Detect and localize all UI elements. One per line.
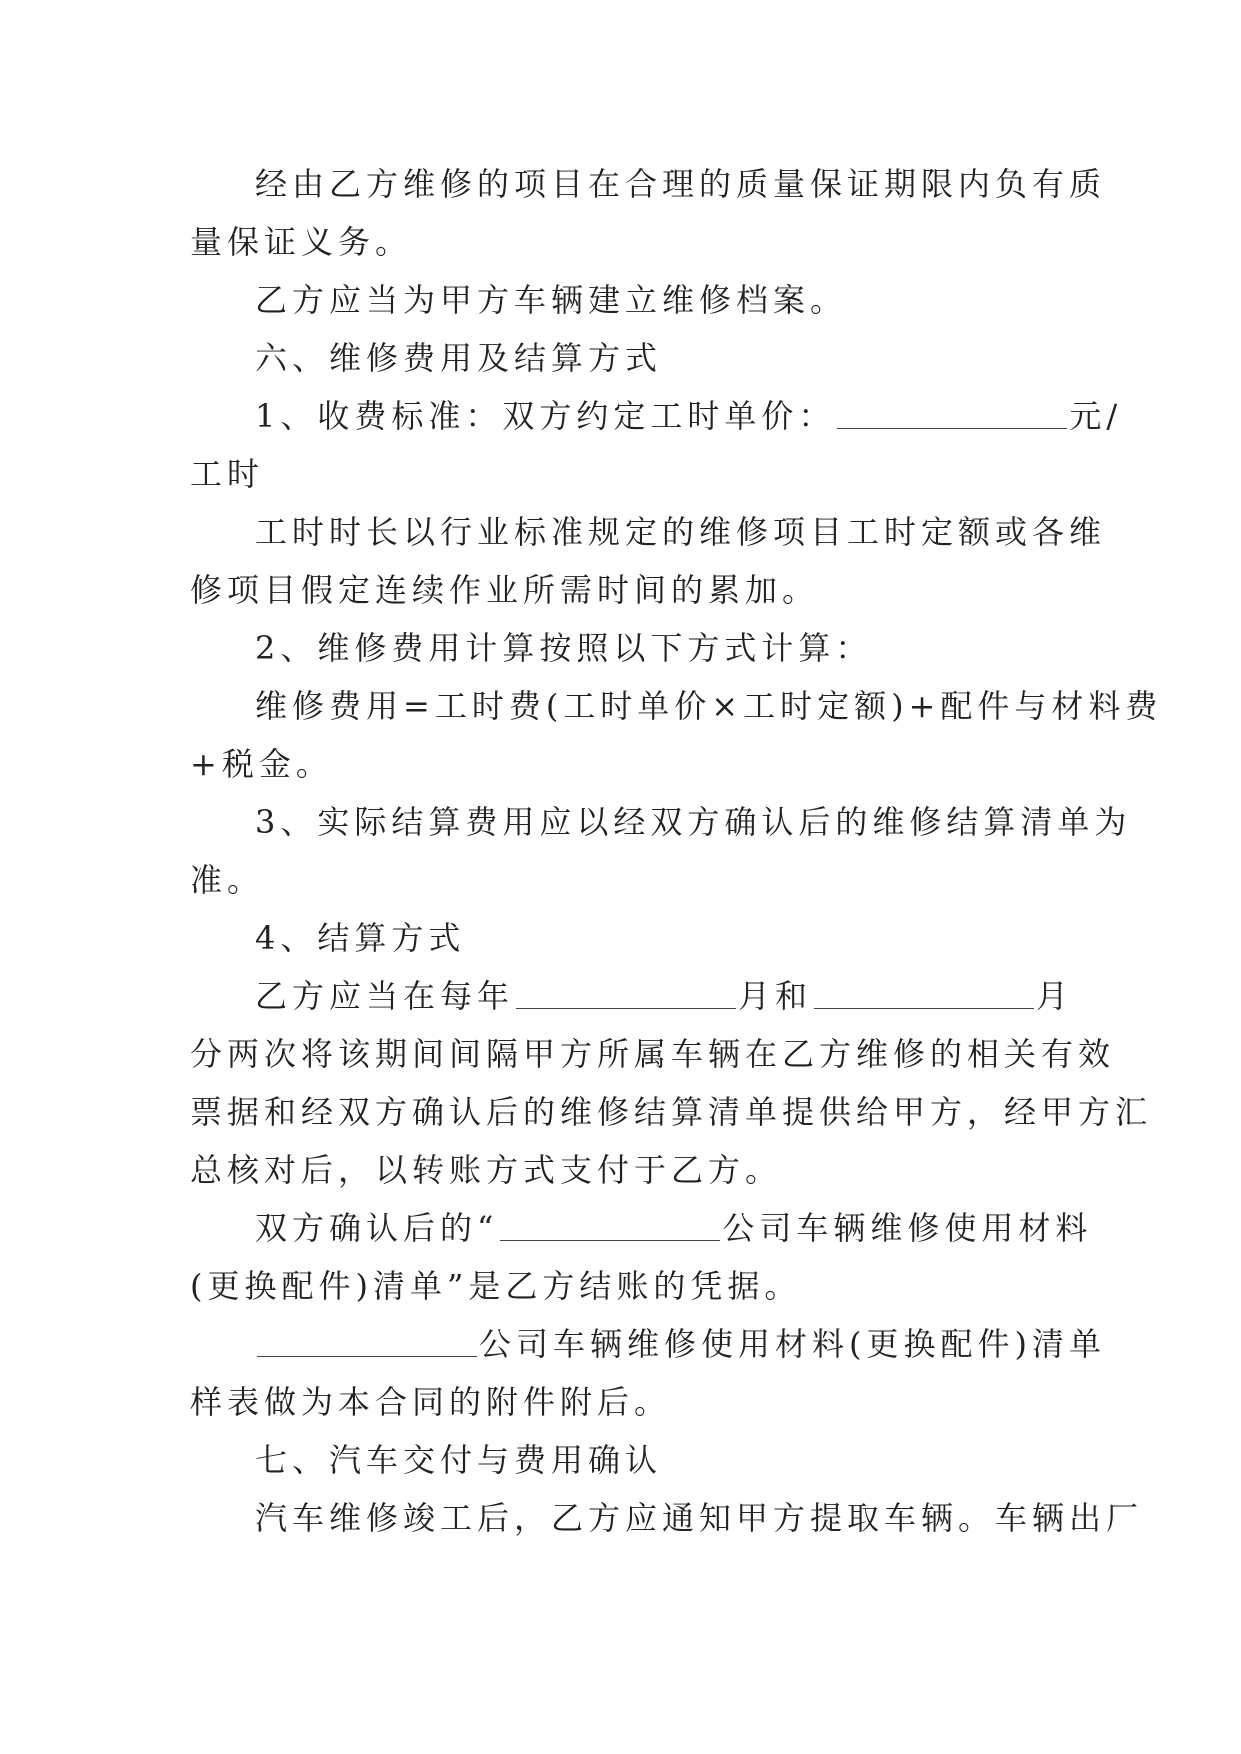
section-heading: 六、维修费用及结算方式 (255, 339, 663, 377)
text-segment: 1、收费标准：双方约定工时单价： (255, 397, 836, 435)
paragraph-line: 2、维修费用计算按照以下方式计算： (255, 629, 873, 667)
paragraph-line: 准。 (190, 861, 265, 899)
paragraph-line: +税金。 (190, 745, 333, 783)
text-segment: 月和 (738, 977, 813, 1015)
paragraph-line: (更换配件)清单”是乙方结账的凭据。 (190, 1267, 802, 1305)
text-segment: 双方确认后的“ (255, 1209, 499, 1247)
section-subheading: 4、结算方式 (255, 919, 466, 957)
paragraph-line: 工时时长以行业标准规定的维修项目工时定额或各维 (255, 513, 1107, 551)
paragraph-line: 总核对后，以转账方式支付于乙方。 (190, 1151, 783, 1189)
paragraph-line: 分两次将该期间间隔甲方所属车辆在乙方维修的相关有效 (190, 1035, 1116, 1073)
text-segment: 元/ (1069, 397, 1123, 435)
text-segment: 公司车辆维修使用材料(更换配件)清单 (479, 1325, 1106, 1363)
paragraph-line: 工时 (190, 455, 265, 493)
paragraph-line: 维修费用=工时费(工时单价×工时定额)+配件与材料费 (255, 687, 1163, 725)
paragraph-line: 票据和经双方确认后的维修结算清单提供给甲方，经甲方汇 (190, 1093, 1153, 1131)
text-segment: 公司车辆维修使用材料 (722, 1209, 1093, 1247)
paragraph-line: 经由乙方维修的项目在合理的质量保证期限内负有质 (255, 165, 1107, 203)
document-body (190, 155, 1163, 1547)
fill-blank-line (516, 978, 736, 1009)
paragraph-line: 量保证义务。 (190, 223, 413, 261)
fill-blank-line (500, 1210, 720, 1241)
fill-blank-line (837, 398, 1067, 429)
fill-blank-line (814, 978, 1034, 1009)
paragraph-line (190, 1315, 1106, 1373)
paragraph-line: 3、实际结算费用应以经双方确认后的维修结算清单为 (255, 803, 1132, 841)
paragraph-line: 修项目假定连续作业所需时间的累加。 (190, 571, 820, 609)
paragraph-line: 样表做为本合同的附件附后。 (190, 1383, 672, 1421)
section-heading: 七、汽车交付与费用确认 (255, 1441, 663, 1479)
text-segment: 月 (1036, 977, 1074, 1015)
paragraph-line: 乙方应当为甲方车辆建立维修档案。 (255, 281, 848, 319)
paragraph-line (190, 387, 1123, 445)
paragraph-line: 汽车维修竣工后，乙方应通知甲方提取车辆。车辆出厂 (255, 1499, 1144, 1537)
fill-blank-line (257, 1326, 477, 1357)
paragraph-line (190, 1199, 1093, 1257)
text-segment: 乙方应当在每年 (255, 977, 515, 1015)
paragraph-line (190, 967, 1074, 1025)
